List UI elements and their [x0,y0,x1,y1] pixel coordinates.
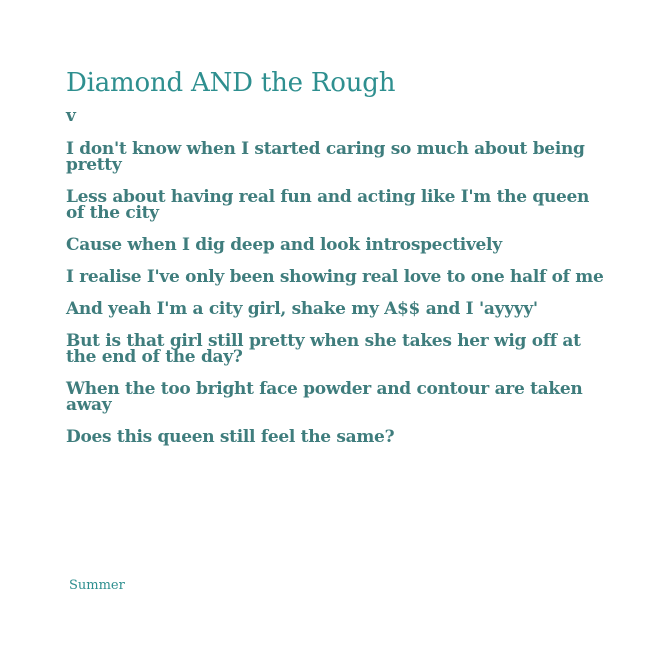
poem-line: And yeah I'm a city girl, shake my A$$ and I 'ayyyy' [66,299,538,319]
poem-line: Cause when I dig deep and look introspectively [66,235,502,255]
poem-title: Diamond AND the Rough [66,68,396,98]
poem-line: When the too bright face powder and contour are taken away [66,379,583,415]
poem-line: I realise I've only been showing real love to one half of me [66,267,604,287]
poem-line: I don't know when I started caring so much about being pretty [66,139,585,175]
poem-line: Does this queen still feel the same? [66,427,395,447]
poem-line: v [66,106,76,126]
poem-line: But is that girl still pretty when she takes her wig off at the end of the day? [66,331,581,367]
author-signature: Summer [69,578,125,593]
poem-line: Less about having real fun and acting like I'm the queen of the city [66,187,590,223]
poem [66,66,606,445]
